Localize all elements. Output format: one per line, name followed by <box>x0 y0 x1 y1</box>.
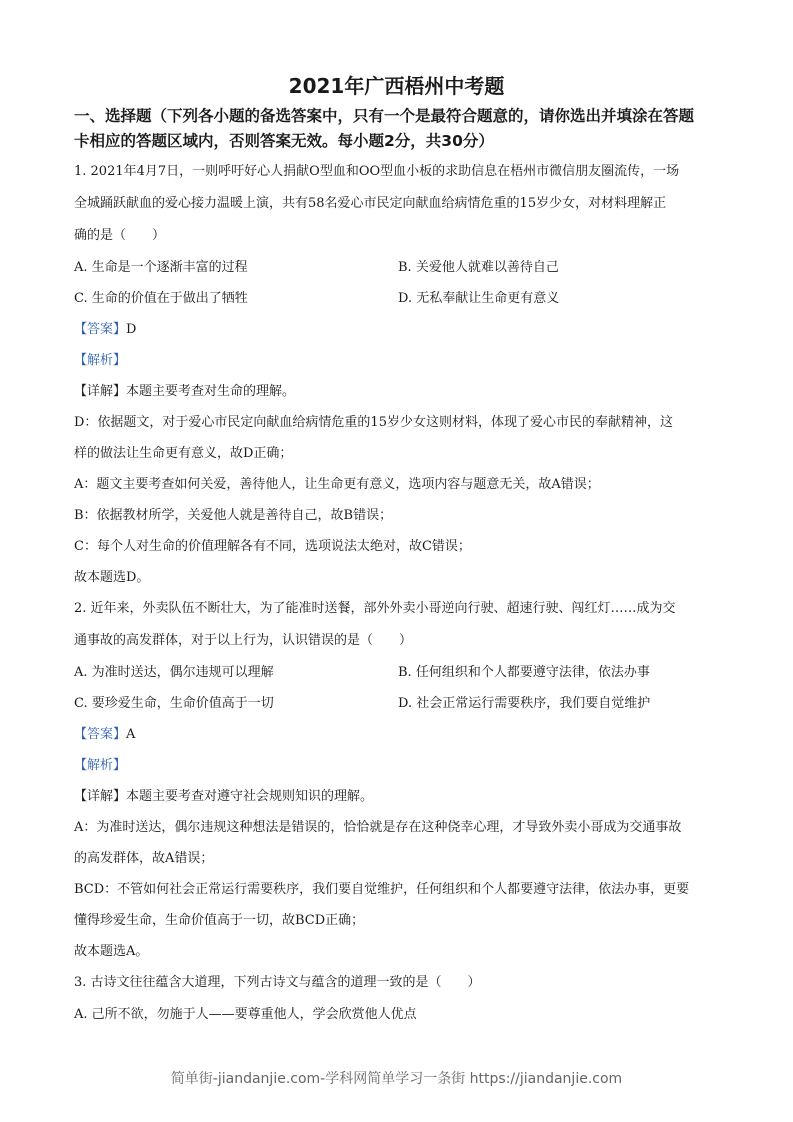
option-a: A. 生命是一个逐渐丰富的过程 <box>74 260 248 275</box>
question-stem-line: 3. 古诗文往往蕴含大道理，下列古诗文与蕴含的道理一致的是（ ） <box>74 975 481 990</box>
explanation-line: A：题文主要考查如何关爱，善待他人，让生命更有意义，选项内容与题意无关，故A错误； <box>74 477 600 492</box>
detail-label: 【详解】 <box>74 789 127 804</box>
analysis-line <box>74 750 724 781</box>
question-1 <box>74 156 724 593</box>
detail-line <box>74 376 724 407</box>
detail-line <box>74 781 724 812</box>
options-row <box>74 688 724 719</box>
answer-label: 【答案】 <box>74 727 127 742</box>
question-stem-line: 确的是（ ） <box>74 228 166 243</box>
explanation-line: C：每个人对生命的价值理解各有不同，选项说法太绝对，故C错误； <box>74 539 471 554</box>
section-heading-line: 卡相应的答题区域内，否则答案无效。每小题2分，共30分） <box>74 132 494 150</box>
footer-watermark: 简单街-jiandanjie.com-学科网简单学习一条街 https://jiandanjie.com <box>170 1071 623 1087</box>
explanation-line: A：为准时送达，偶尔违规这种想法是错误的，恰恰就是存在这种侥幸心理，才导致外卖小哥成为交通事故 <box>74 820 682 835</box>
analysis-line <box>74 345 724 376</box>
options-row <box>74 252 724 283</box>
analysis-label: 【解析】 <box>74 353 127 368</box>
option-b: B. 关爱他人就难以善待自己 <box>398 260 559 275</box>
question-stem-line: 全城踊跃献血的爱心接力温暖上演，共有58名爱心市民定向献血给病情危重的15岁少女，对材料理解正 <box>74 196 667 211</box>
explanation-line: 的高发群体，故A错误； <box>74 851 214 866</box>
option-c: C. 生命的价值在于做出了牺牲 <box>74 291 248 306</box>
answer-label: 【答案】 <box>74 322 127 337</box>
detail-label: 【详解】 <box>74 384 127 399</box>
section-heading <box>74 104 724 154</box>
explanation-line: BCD：不管如何社会正常运行需要秩序，我们要自觉维护，任何组织和个人都要遵守法律，依法办事，更要 <box>74 882 690 897</box>
option-a: A. 为准时送达，偶尔违规可以理解 <box>74 665 274 680</box>
answer-line <box>74 314 724 345</box>
question-3 <box>74 967 724 1031</box>
question-stem-line: 2. 近年来，外卖队伍不断壮大，为了能准时送餐，部外外卖小哥逆向行驶、超速行驶、闯红灯……成为交 <box>74 601 676 616</box>
explanation-line: 故本题选A。 <box>74 944 149 959</box>
page-title: 2021年广西梧州中考题 <box>288 74 505 98</box>
option-c: C. 要珍爱生命，生命价值高于一切 <box>74 696 274 711</box>
question-stem-line: 1. 2021年4月7日，一则呼吁好心人捐献O型血和OO型血小板的求助信息在梧州市微信朋友圈流传，一场 <box>74 164 680 179</box>
answer-line <box>74 719 724 750</box>
explanation-line: 样的做法让生命更有意义，故D正确； <box>74 446 293 461</box>
answer-value: D <box>126 322 137 337</box>
section-heading-line: 一、选择题（下列各小题的备选答案中，只有一个是最符合题意的，请你选出并填涂在答题 <box>74 107 695 125</box>
explanation-line: 故本题选D。 <box>74 570 150 585</box>
options-row <box>74 283 724 314</box>
detail-text: 本题主要考查对生命的理解。 <box>126 384 296 399</box>
question-content <box>74 156 724 1031</box>
option-b: B. 任何组织和个人都要遵守法律，依法办事 <box>398 665 650 680</box>
explanation-line: 懂得珍爱生命，生命价值高于一切，故BCD正确； <box>74 913 365 928</box>
option-d: D. 无私奉献让生命更有意义 <box>398 291 560 306</box>
explanation-line: D：依据题文，对于爱心市民定向献血给病情危重的15岁少女这则材料，体现了爱心市民的奉献精神，这 <box>74 415 673 430</box>
analysis-label: 【解析】 <box>74 758 127 773</box>
option-a: A. 己所不欲，勿施于人——要尊重他人，学会欣赏他人优点 <box>74 1007 417 1022</box>
question-2 <box>74 593 724 967</box>
options-row <box>74 657 724 688</box>
option-d: D. 社会正常运行需要秩序，我们要自觉维护 <box>398 696 651 711</box>
answer-value: A <box>126 727 136 742</box>
explanation-line: B：依据教材所学，关爱他人就是善待自己，故B错误； <box>74 508 393 523</box>
question-stem-line: 通事故的高发群体，对于以上行为，认识错误的是（ ） <box>74 633 413 648</box>
detail-text: 本题主要考查对遵守社会规则知识的理解。 <box>126 789 374 804</box>
